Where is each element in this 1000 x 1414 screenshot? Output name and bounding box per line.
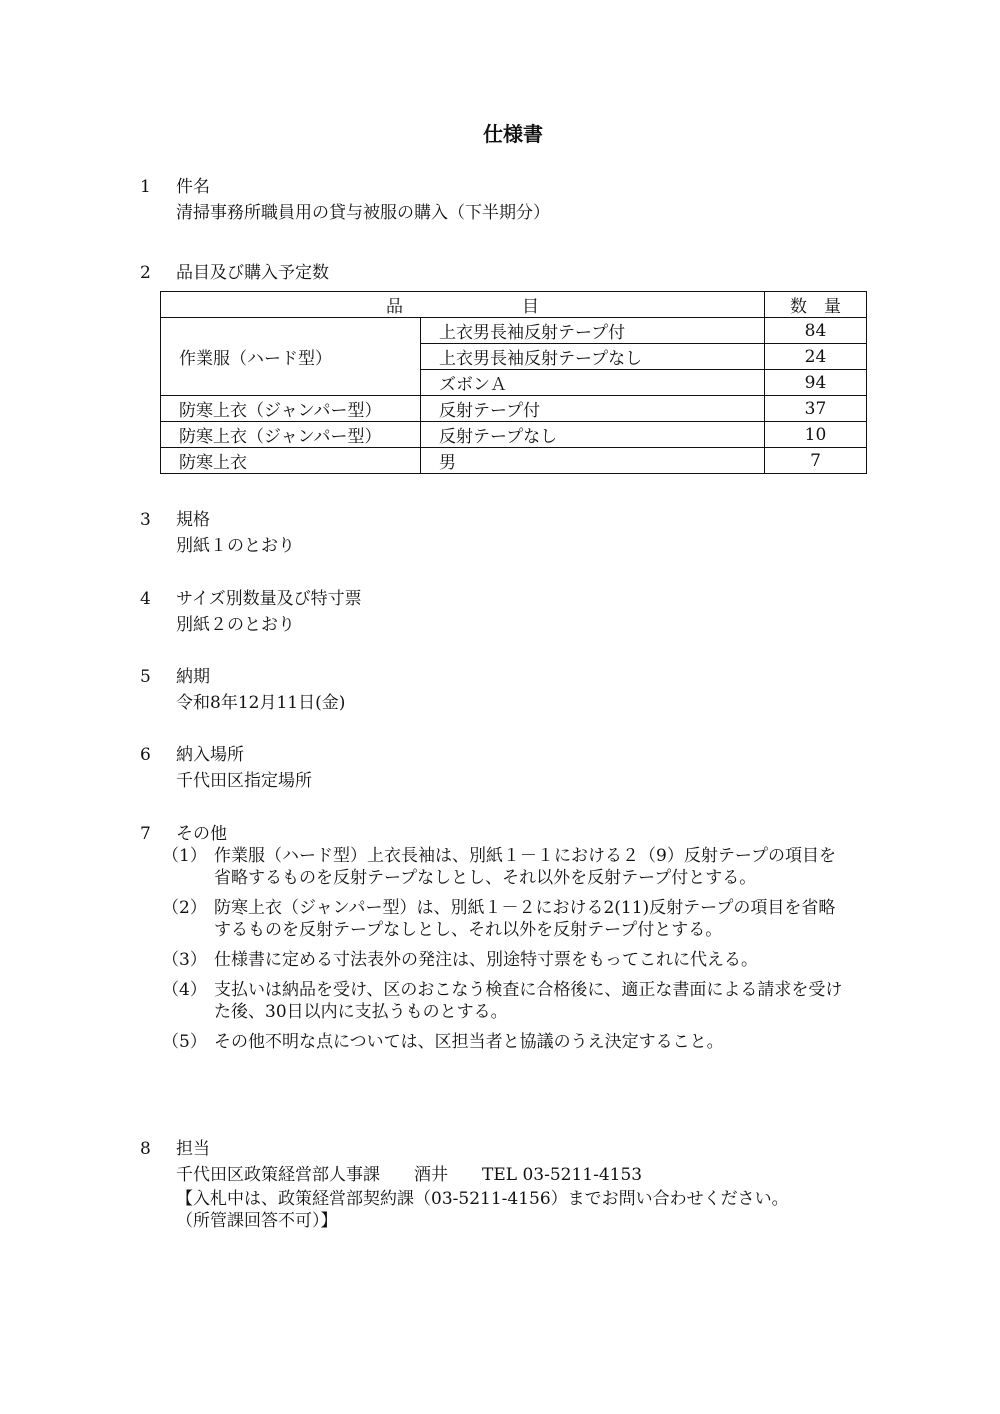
contact-line: 千代田区政策経営部人事課 酒井 TEL 03-5211-4153 [176,1165,643,1185]
note-item [162,979,852,1023]
contact-note: 【入札中は、政策経営部契約課（03-5211-4156）までお問い合わせください。 [176,1189,789,1209]
note-number: （1） [162,846,207,866]
section-7 [140,821,880,847]
row-item: 上衣男長袖反射テープ付 [421,318,765,344]
row-group: 防寒上衣 [161,448,421,474]
table-row [161,396,867,422]
section-label: 件名 [176,177,210,197]
section-number: 1 [140,177,151,197]
note-text: 防寒上衣（ジャンパー型）は、別紙１－２における2(11)反射テープの項目を省略するものを反射テープなしとし、それ以外を反射テープ付とする。 [214,898,836,940]
section-number: 6 [140,745,151,765]
section-3 [140,507,880,559]
row-item: ズボンＡ [421,370,765,396]
row-group: 防寒上衣（ジャンパー型） [161,422,421,448]
row-qty: 24 [765,344,867,370]
section-body: 千代田区指定場所 [176,771,312,791]
table-row [161,422,867,448]
row-qty: 10 [765,422,867,448]
table-row [161,318,867,344]
section-8 [140,1136,880,1232]
note-item [162,897,852,941]
contact-note: （所管課回答不可）】 [176,1211,338,1231]
row-group: 防寒上衣（ジャンパー型） [161,396,421,422]
section-2 [140,260,880,286]
table-row [161,448,867,474]
section-body: 清掃事務所職員用の貸与被服の購入（下半期分） [176,203,550,223]
section-label: 納期 [176,667,210,687]
header-item: 品 目 [161,292,765,318]
row-item: 反射テープ付 [421,396,765,422]
note-item [162,949,852,971]
note-number: （4） [162,980,207,1000]
note-item [162,845,852,889]
section-label: 担当 [176,1139,210,1159]
section-body: 令和8年12月11日(金) [176,693,346,713]
row-qty: 37 [765,396,867,422]
section-label: 規格 [176,510,210,530]
note-text: 仕様書に定める寸法表外の発注は、別途特寸票をもってこれに代える。 [214,950,758,970]
note-text: 支払いは納品を受け、区のおこなう検査に合格後に、適正な書面による請求を受けた後、30日以内に支払うものとする。 [214,980,843,1022]
section-body: 別紙１のとおり [176,536,295,556]
section-number: 8 [140,1139,151,1159]
row-group: 作業服（ハード型） [161,318,421,396]
document-title: 仕様書 [483,122,543,146]
notes-list [162,845,852,1061]
table-header-row [161,292,867,318]
row-item: 上衣男長袖反射テープなし [421,344,765,370]
section-number: 5 [140,667,151,687]
section-6 [140,742,880,794]
header-qty: 数 量 [765,292,867,318]
section-number: 4 [140,589,151,609]
section-label: 納入場所 [176,745,244,765]
row-qty: 7 [765,448,867,474]
row-item: 男 [421,448,765,474]
note-item [162,1031,852,1053]
section-5 [140,664,880,716]
note-text: 作業服（ハード型）上衣長袖は、別紙１－１における２（9）反射テープの項目を省略するものを反射テープなしとし、それ以外を反射テープ付とする。 [214,846,836,888]
row-qty: 84 [765,318,867,344]
section-4 [140,586,880,638]
section-number: 7 [140,824,151,844]
section-number: 3 [140,510,151,530]
items-table [160,291,867,474]
section-body: 別紙２のとおり [176,615,295,635]
section-label: サイズ別数量及び特寸票 [176,589,362,609]
section-number: 2 [140,263,151,283]
section-label: その他 [176,824,227,844]
row-qty: 94 [765,370,867,396]
section-label: 品目及び購入予定数 [176,263,329,283]
note-text: その他不明な点については、区担当者と協議のうえ決定すること。 [214,1032,724,1052]
note-number: （5） [162,1032,207,1052]
note-number: （2） [162,898,207,918]
row-item: 反射テープなし [421,422,765,448]
note-number: （3） [162,950,207,970]
section-1 [140,174,880,226]
